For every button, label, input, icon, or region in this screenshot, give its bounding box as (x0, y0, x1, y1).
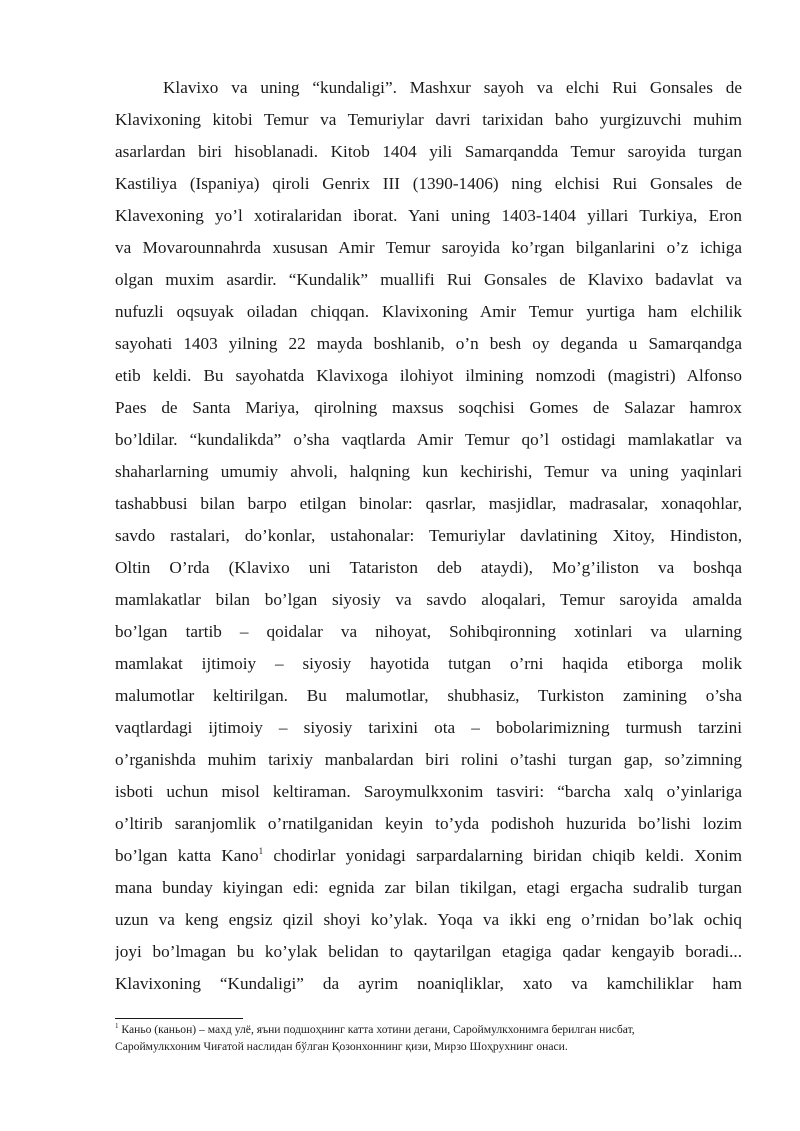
paragraph-line: nufuzli oqsuyak oiladan chiqqan. Klavixoning Amir Temur yurtiga ham elchilik (115, 302, 742, 321)
paragraph-line: Paes de Santa Mariya, qirolning maxsus soqchisi Gomes de Salazar hamrox (115, 398, 742, 417)
footnote-area (115, 1021, 742, 1055)
paragraph-line: o’ltirib saranjomlik o’rnatilganidan keyin to’yda podishoh huzurida bo’lishi lozim (115, 814, 742, 833)
paragraph-line: Klavixoning “Kundaligi” da ayrim noaniqliklar, xato va kamchiliklar ham (115, 974, 742, 993)
footnote-line: Сароймулкхоним Чиғатой наслидан бўлган Қозонхоннинг қизи, Мирзо Шоҳрухнинг онаси. (115, 1040, 568, 1053)
document-page (115, 72, 742, 1000)
paragraph-line: Kastiliya (Ispaniya) qiroli Genrix III (1390-1406) ning elchisi Rui Gonsales de (115, 174, 742, 193)
paragraph-line: bo’ldilar. “kundalikda” o’sha vaqtlarda Amir Temur qo’l ostidagi mamlakatlar va (115, 430, 742, 449)
paragraph-line: savdo rastalari, do’konlar, ustahonalar: Temuriylar davlatining Xitoy, Hindiston, (115, 526, 742, 545)
paragraph-line: Klavexoning yo’l xotiralaridan iborat. Yani uning 1403-1404 yillari Turkiya, Eron (115, 206, 742, 225)
paragraph-line: etib keldi. Bu sayohatda Klavixoga ilohiyot ilmining nomzodi (magistri) Alfonso (115, 366, 742, 385)
paragraph-line: va Movarounnahrda xususan Amir Temur saroyida ko’rgan bilganlarini o’z ichiga (115, 238, 742, 257)
paragraph-line: olgan muxim asardir. “Kundalik” muallifi Rui Gonsales de Klavixo badavlat va (115, 270, 742, 289)
paragraph-line: shaharlarning umumiy ahvoli, halqning kun kechirishi, Temur va uning yaqinlari (115, 462, 742, 481)
paragraph-line: asarlardan biri hisoblanadi. Kitob 1404 yili Samarqandda Temur saroyida turgan (115, 142, 742, 161)
paragraph-line: sayohati 1403 yilning 22 mayda boshlanib, o’n besh oy deganda u Samarqandga (115, 334, 742, 353)
footnote-text: Каньо (каньон) – махд улё, яъни подшоҳнинг катта хотини дегани, Сароймулкхонимга берилган нисбат, (118, 1023, 635, 1036)
footnote-separator (115, 1018, 243, 1019)
main-paragraph (115, 72, 742, 1000)
paragraph-line-with-footnote-ref (115, 840, 742, 872)
paragraph-line: Klavixo va uning “kundaligi”. Mashxur sayoh va elchi Rui Gonsales de (163, 78, 742, 97)
paragraph-line: tashabbusi bilan barpo etilgan binolar: qasrlar, masjidlar, madrasalar, xonaqohlar, (115, 494, 742, 513)
paragraph-line: joyi bo’lmagan bu ko’ylak belidan to qaytarilgan etagiga qadar kengayib boradi... (115, 942, 742, 961)
paragraph-line: Klavixoning kitobi Temur va Temuriylar davri tarixidan baho yurgizuvchi muhim (115, 110, 742, 129)
paragraph-line: malumotlar keltirilgan. Bu malumotlar, shubhasiz, Turkiston zamining o’sha (115, 686, 742, 705)
footnote-line (115, 1021, 742, 1038)
footnote-marker: 1 (115, 1022, 119, 1030)
line-text-after-ref: chodirlar yonidagi sarpardalarning biridan chiqib keldi. Xonim (263, 846, 742, 865)
paragraph-line: mamlakat ijtimoiy – siyosiy hayotida tutgan o’rni haqida etiborga molik (115, 654, 742, 673)
paragraph-line: Oltin O’rda (Klavixo uni Tatariston deb ataydi), Mo’g’iliston va boshqa (115, 558, 742, 577)
footnote-reference[interactable]: 1 (258, 846, 264, 856)
paragraph-line: mana bunday kiyingan edi: egnida zar bilan tikilgan, etagi ergacha sudralib turgan (115, 878, 742, 897)
paragraph-line: uzun va keng engsiz qizil shoyi ko’ylak. Yoqa va ikki eng o’rnidan bo’lak ochiq (115, 910, 742, 929)
paragraph-line: isboti uchun misol keltiraman. Saroymulkxonim tasviri: “barcha xalq o’yinlariga (115, 782, 742, 801)
paragraph-line: mamlakatlar bilan bo’lgan siyosiy va savdo aloqalari, Temur saroyida amalda (115, 590, 742, 609)
paragraph-line: o’rganishda muhim tarixiy manbalardan biri rolini o’tashi turgan gap, so’zimning (115, 750, 742, 769)
paragraph-line: vaqtlardagi ijtimoiy – siyosiy tarixini ota – bobolarimizning turmush tarzini (115, 718, 742, 737)
paragraph-line: bo’lgan tartib – qoidalar va nihoyat, Sohibqironning xotinlari va ularning (115, 622, 742, 641)
line-text-before-ref: bo’lgan katta Kano (115, 846, 259, 865)
